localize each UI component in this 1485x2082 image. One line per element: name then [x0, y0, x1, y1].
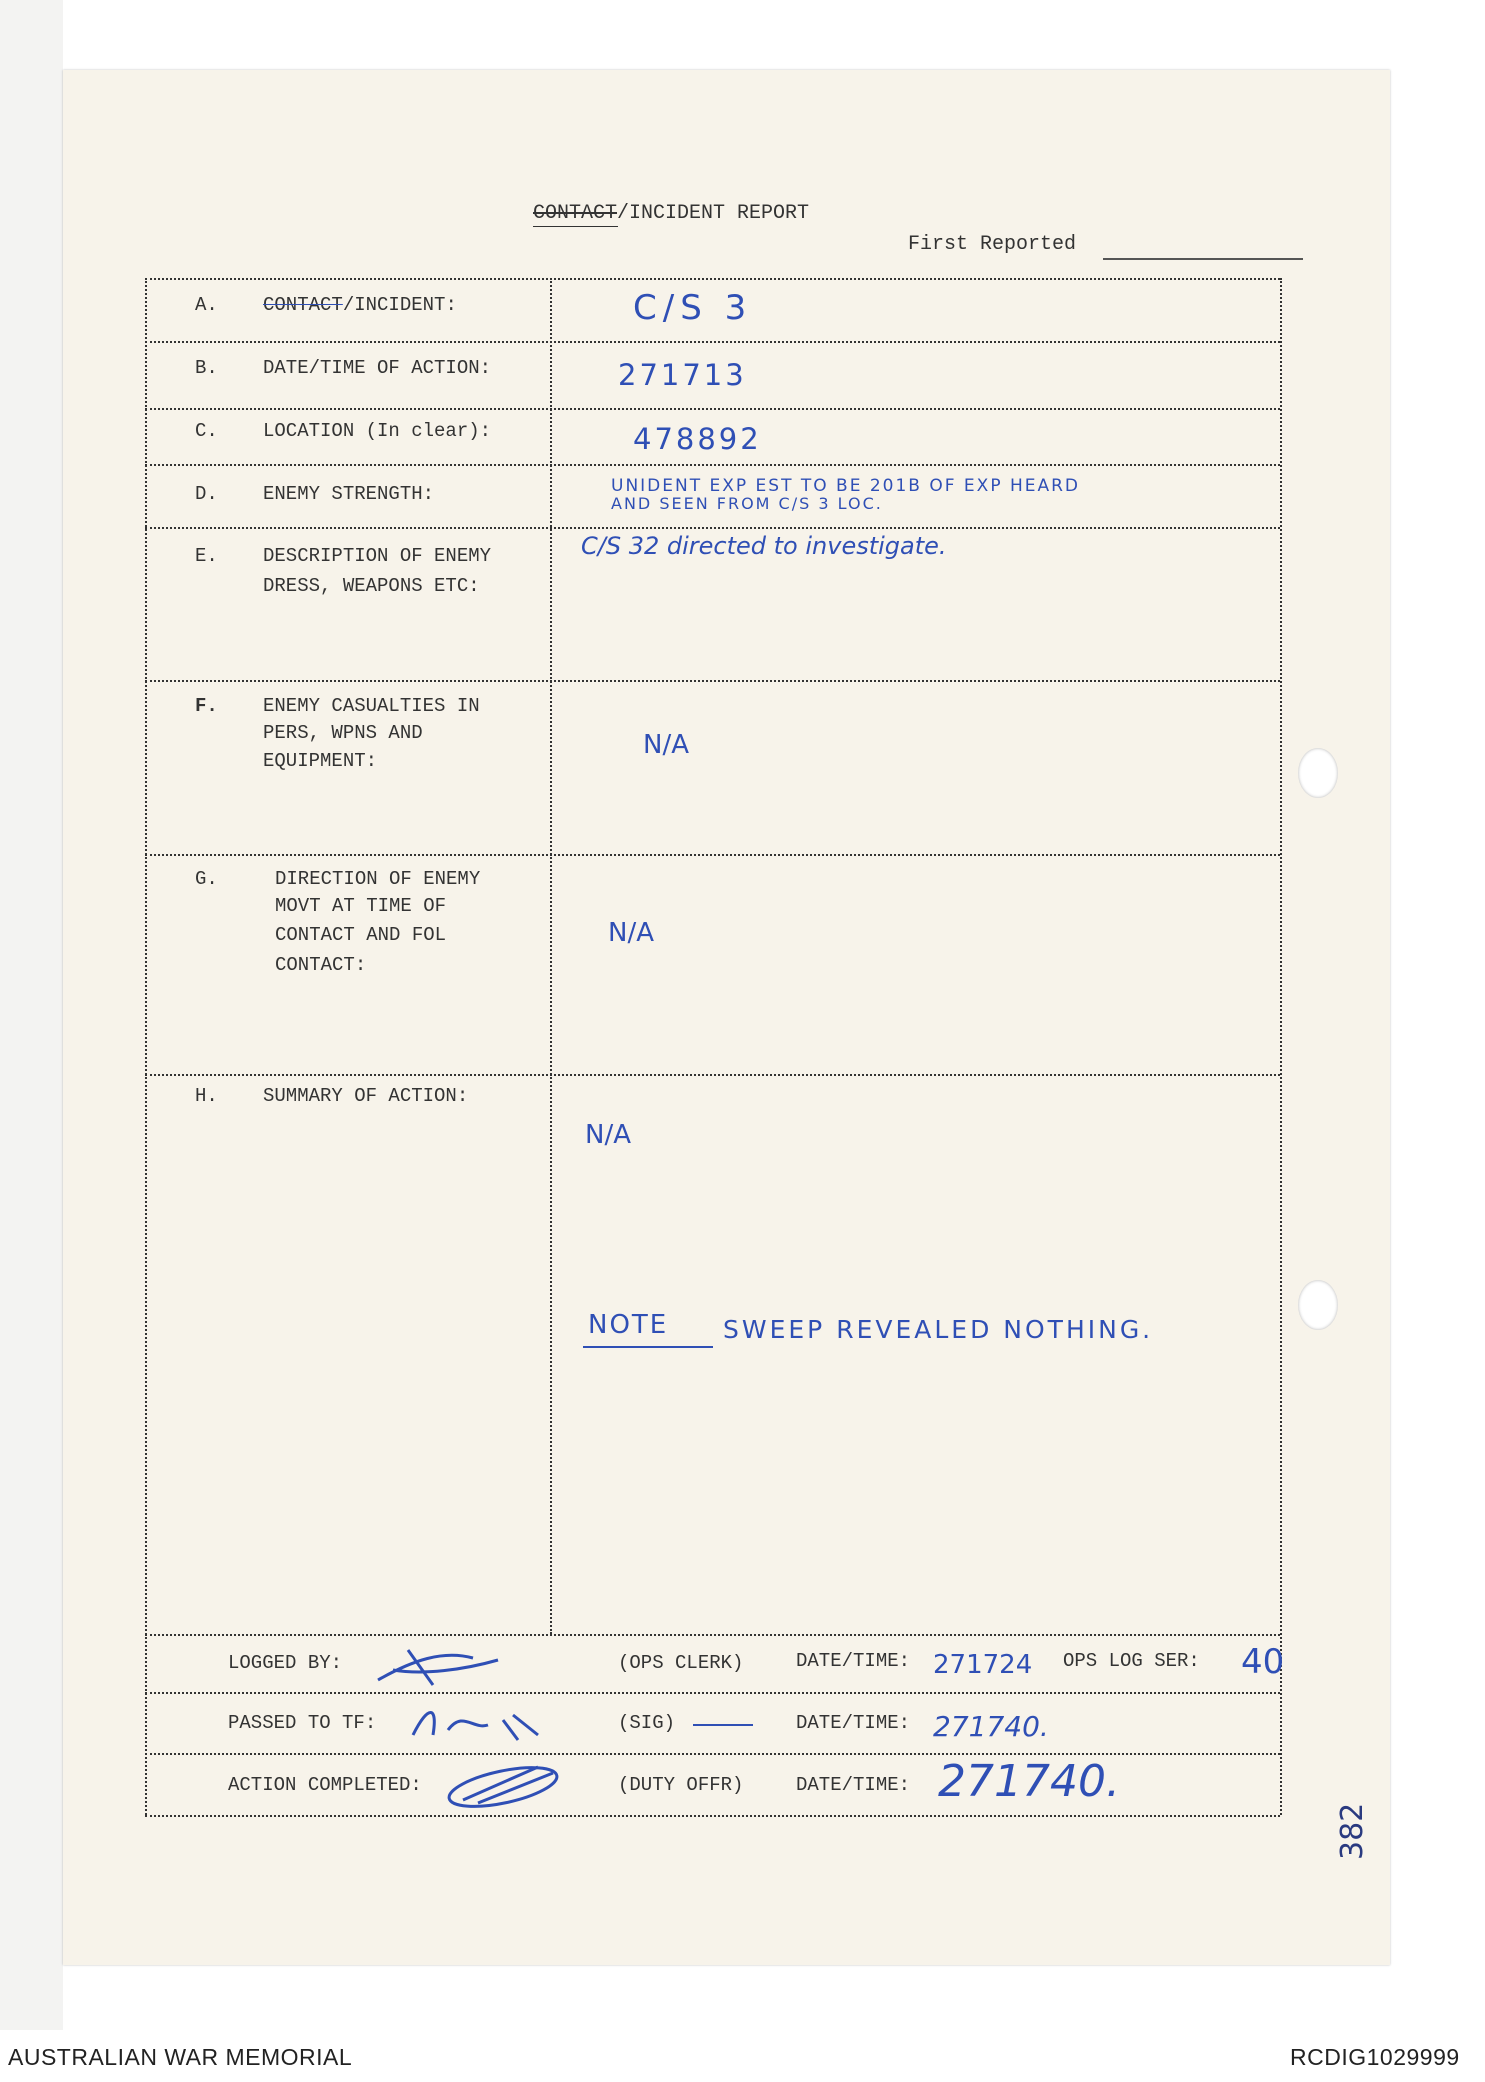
row-g-value: N/A	[608, 918, 654, 948]
binder-hole-lower	[1298, 1280, 1338, 1330]
page-number: 382	[1335, 1802, 1370, 1860]
row-sep-logged-passed	[145, 1692, 1280, 1694]
logged-ser-value: 40	[1241, 1642, 1285, 1682]
logged-role: (OPS CLERK)	[618, 1652, 744, 1674]
title-underline	[533, 226, 618, 227]
row-sep-passed-action	[145, 1753, 1280, 1755]
row-f-label-line1: ENEMY CASUALTIES IN	[263, 695, 480, 717]
document-page	[63, 70, 1390, 1965]
action-dt-label: DATE/TIME:	[796, 1774, 911, 1796]
row-f-letter: F.	[195, 695, 218, 717]
row-g-label-line1: DIRECTION OF ENEMY	[275, 868, 481, 890]
row-sep-gh	[145, 1074, 1280, 1076]
table-right	[1280, 278, 1282, 1815]
passed-label: PASSED TO TF:	[228, 1712, 377, 1734]
row-e-letter: E.	[195, 545, 218, 567]
row-e-label-line2: DRESS, WEAPONS ETC:	[263, 575, 480, 597]
note-label: NOTE	[588, 1310, 669, 1340]
passed-role	[618, 1712, 675, 1734]
passed-role-text: (SIG)	[618, 1712, 676, 1734]
row-a-label	[263, 294, 457, 316]
row-f-value: N/A	[643, 730, 689, 760]
row-sep-fg	[145, 854, 1280, 856]
row-c-letter: C.	[195, 420, 218, 442]
note-text: SWEEP REVEALED NOTHING.	[723, 1315, 1154, 1344]
first-reported-underline	[1103, 258, 1303, 260]
row-d-label: ENEMY STRENGTH:	[263, 483, 435, 505]
passed-role-strike	[693, 1724, 753, 1726]
table-left	[145, 278, 147, 1815]
row-h-label: SUMMARY OF ACTION:	[263, 1085, 469, 1107]
row-e-value: C/S 32 directed to investigate.	[581, 532, 947, 560]
footer-catalogue-id: RCDIG1029999	[1290, 2044, 1460, 2070]
row-b-value: 271713	[618, 358, 747, 392]
row-h-letter: H.	[195, 1085, 218, 1107]
action-role: (DUTY OFFR)	[618, 1774, 744, 1796]
binder-hole-upper	[1298, 748, 1338, 798]
passed-dt-value: 271740.	[933, 1710, 1049, 1743]
table-bottom	[145, 1815, 1280, 1817]
row-sep-cd	[145, 464, 1280, 466]
passed-dt-label: DATE/TIME:	[796, 1712, 911, 1734]
logged-dt-value: 271724	[933, 1650, 1033, 1680]
logged-dt-label: DATE/TIME:	[796, 1650, 911, 1672]
row-sep-bc	[145, 408, 1280, 410]
action-signature	[443, 1755, 573, 1815]
row-e-label-line1: DESCRIPTION OF ENEMY	[263, 545, 492, 567]
scan-margin	[0, 0, 63, 2030]
row-f-label-line3: EQUIPMENT:	[263, 750, 378, 772]
row-d-value-line1: UNIDENT EXP EST TO BE 201B OF EXP HEARD	[611, 476, 1081, 496]
row-c-label: LOCATION (In clear):	[263, 420, 492, 442]
table-top	[145, 278, 1280, 280]
title-rest: /INCIDENT REPORT	[617, 202, 810, 225]
logged-label: LOGGED BY:	[228, 1652, 343, 1674]
row-g-label-line3: CONTACT AND FOL	[275, 924, 447, 946]
row-a-letter: A.	[195, 294, 218, 316]
footer-archive-name: AUSTRALIAN WAR MEMORIAL	[8, 2044, 353, 2070]
row-g-letter: G.	[195, 868, 218, 890]
logged-ser-label: OPS LOG SER:	[1063, 1650, 1200, 1672]
report-title	[533, 202, 809, 225]
row-b-letter: B.	[195, 357, 218, 379]
row-a-label-struck: CONTACT	[263, 294, 343, 316]
row-c-value: 478892	[633, 422, 762, 456]
row-d-value-line2: AND SEEN FROM C/S 3 LOC.	[611, 494, 883, 513]
row-d-letter: D.	[195, 483, 218, 505]
action-dt-value: 271740.	[938, 1756, 1120, 1807]
first-reported-label: First Reported	[908, 233, 1077, 256]
row-sep-h-footer	[145, 1634, 1280, 1636]
title-struck: CONTACT	[533, 202, 618, 225]
row-h-value: N/A	[585, 1120, 631, 1150]
row-g-label-line4: CONTACT:	[275, 954, 367, 976]
table-divider	[550, 278, 552, 1634]
row-a-value: C/S 3	[633, 288, 753, 328]
action-label: ACTION COMPLETED:	[228, 1774, 422, 1796]
row-f-label-line2: PERS, WPNS AND	[263, 722, 423, 744]
row-a-label-rest: /INCIDENT:	[342, 294, 457, 316]
row-sep-ab	[145, 341, 1280, 343]
logged-signature	[373, 1640, 503, 1690]
passed-signature	[408, 1700, 558, 1745]
note-underline	[583, 1346, 713, 1348]
row-b-label: DATE/TIME OF ACTION:	[263, 357, 492, 379]
row-sep-ef	[145, 680, 1280, 682]
row-g-label-line2: MOVT AT TIME OF	[275, 895, 447, 917]
row-sep-de	[145, 527, 1280, 529]
